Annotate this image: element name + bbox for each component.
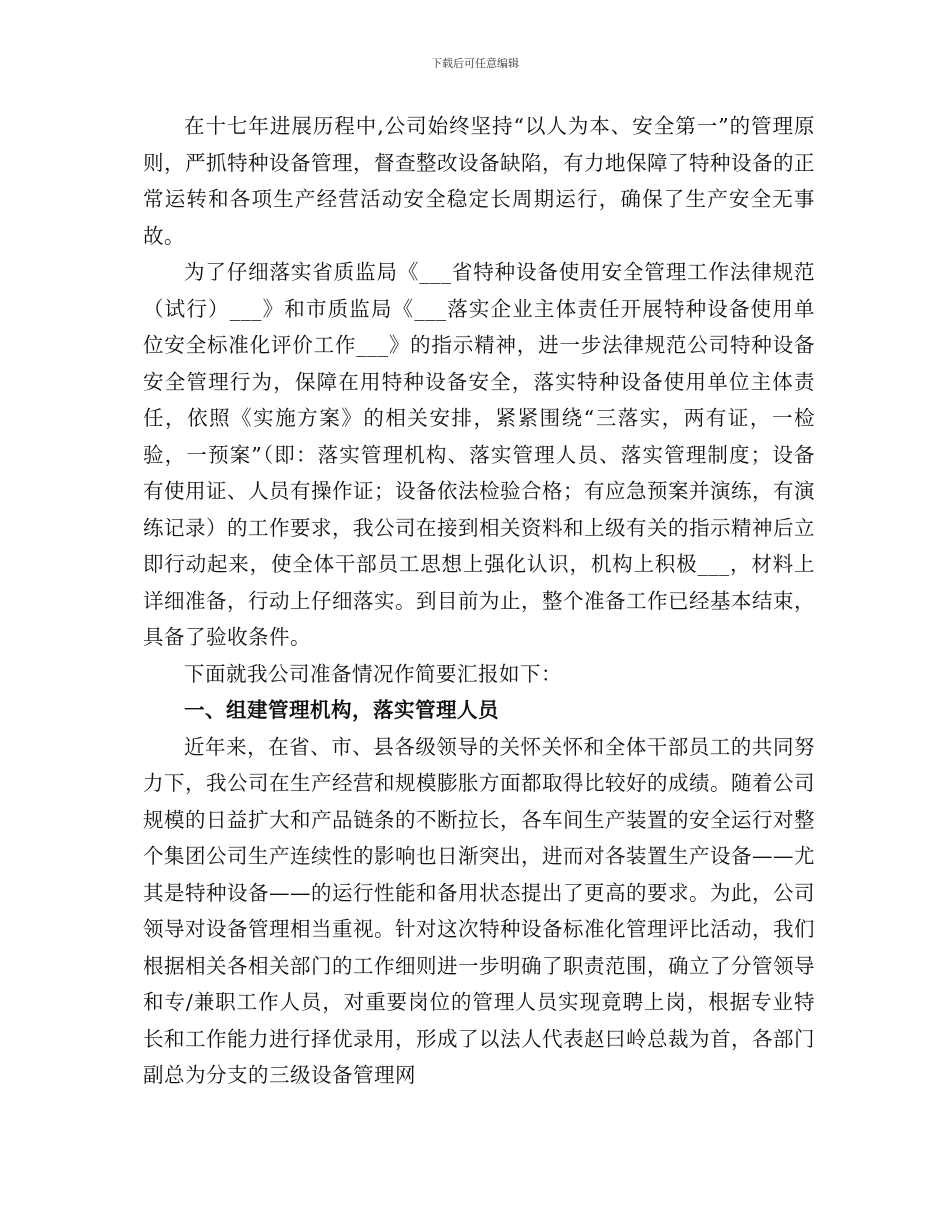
paragraph-report-intro: 下面就我公司准备情况作简要汇报如下： [184,661,562,686]
paragraph-history: 在十七年进展历程中,公司始终坚持“以人为本、安全第一”的管理原则，严抓特种设备管理，督查整改设备缺陷，有力地保障了特种设备的正常运转和各项生产经营活动安全稳定长周期运行，确保了生产安全无事故。 [143,114,815,248]
section-heading: 一、组建管理机构，落实管理人员 [184,698,499,722]
page-header: 下载后可任意编辑 [431,57,519,70]
paragraph-section-body: 近年来，在省、市、县各级领导的关怀关怀和全体干部员工的共同努力下，我公司在生产经营和规模膨胀方面都取得比较好的成绩。随着公司规模的日益扩大和产品链条的不断拉长，各车间生产装置的安全运行对整个集团公司生产连续性的影响也日渐突出，进而对各装置生产设备——尤其是特种设备——的运行性能和备用状态提出了更高的要求。为此，公司领导对设备管理相当重视。针对这次特种设备标准化管理评比活动，我们根据相关各相关部门的工作细则进一步明确了职责范围，确立了分管领导和专/兼职工作人员，对重要岗位的管理人员实现竟聘上岗，根据专业特长和工作能力进行择优录用，形成了以法人代表赵曰岭总裁为首，各部门副总为分支的三级设备管理网 [143,734,815,1087]
document-body [143,108,815,1094]
paragraph-implementation: 为了仔细落实省质监局《___省特种设备使用安全管理工作法律规范（试行）___》和市质监局《___落实企业主体责任开展特种设备使用单位安全标准化评价工作___》的指示精神，进一步法律规范公司特种设备安全管理行为，保障在用特种设备安全，落实特种设备使用单位主体责任，依照《实施方案》的相关安排，紧紧围绕“三落实，两有证，一检验，一预案”（即：落实管理机构、落实管理人员、落实管理制度；设备有使用证、人员有操作证；设备依法检验合格；有应急预案并演练，有演练记录）的工作要求，我公司在接到相关资料和上级有关的指示精神后立即行动起来，使全体干部员工思想上强化认识，机构上积极___，材料上详细准备，行动上仔细落实。到目前为止，整个准备工作已经基本结束，具备了验收条件。 [143,260,815,649]
